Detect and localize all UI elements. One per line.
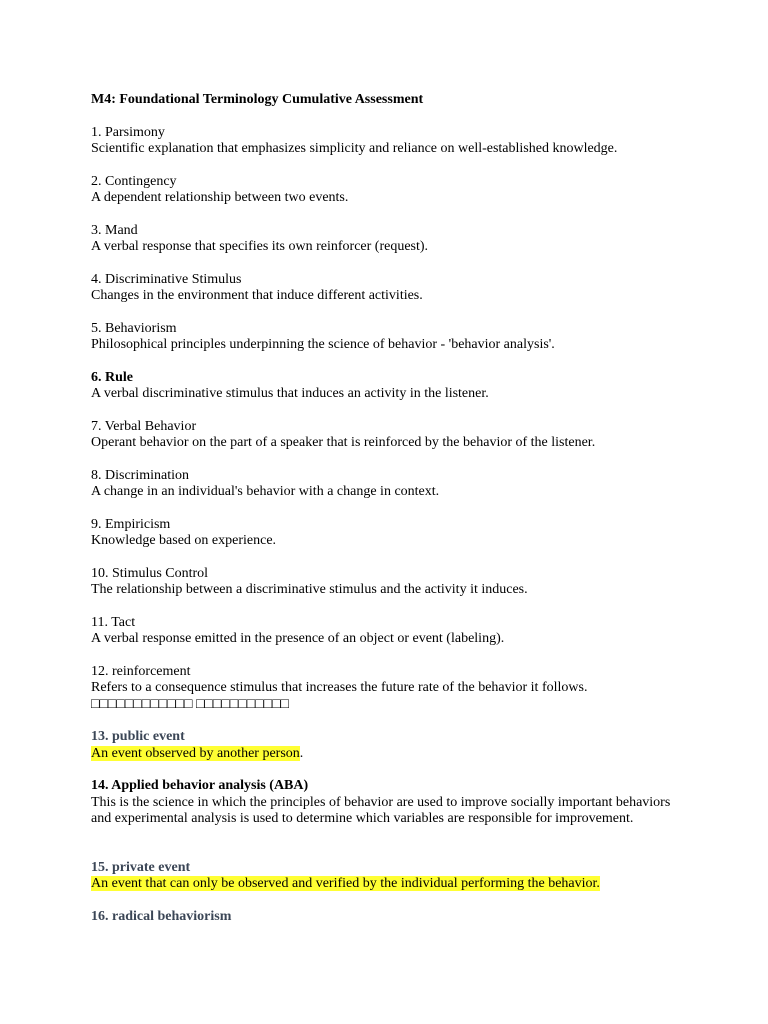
- term-definition: Refers to a consequence stimulus that increases the future rate of the behavior it follows. □□□□□□□□□□□□ □□□□□□□□□□□: [91, 680, 588, 712]
- term-heading: 14. Applied behavior analysis (ABA): [91, 778, 309, 793]
- term-heading: 8. Discrimination: [91, 467, 189, 483]
- term-heading: 15. private event: [91, 859, 191, 875]
- term-heading: 10. Stimulus Control: [91, 565, 209, 581]
- term-entry: [91, 664, 691, 714]
- term-definition: Scientific explanation that emphasizes simplicity and reliance on well-established knowledge.: [91, 141, 618, 156]
- term-heading: 6. Rule: [91, 369, 133, 385]
- term-heading: 9. Empiricism: [91, 516, 171, 532]
- term-entry: [91, 419, 691, 452]
- term-definition: A change in an individual's behavior with a change in context.: [91, 484, 440, 499]
- term-heading: 4. Discriminative Stimulus: [91, 271, 242, 287]
- term-entry: [91, 174, 691, 207]
- term-entry: [91, 860, 691, 893]
- term-entry: [91, 729, 691, 762]
- term-definition: Knowledge based on experience.: [91, 533, 277, 548]
- term-entry: [91, 566, 691, 599]
- term-entry: [91, 517, 691, 550]
- term-definition: A dependent relationship between two events.: [91, 190, 349, 205]
- term-definition: This is the science in which the principles of behavior are used to improve socially important behaviors and experimental analysis is used to determine which variables are responsible for improvement.: [91, 794, 671, 826]
- term-entry: [91, 909, 691, 926]
- term-heading: 5. Behaviorism: [91, 320, 177, 336]
- term-definition: A verbal discriminative stimulus that induces an activity in the listener.: [91, 386, 489, 401]
- definition-period: .: [299, 745, 304, 761]
- highlighted-definition: An event that can only be observed and verified by the individual performing the behavior.: [91, 876, 600, 891]
- term-entry: [91, 272, 691, 305]
- term-heading: 12. reinforcement: [91, 663, 191, 679]
- term-heading: 11. Tact: [91, 614, 136, 630]
- term-definition: The relationship between a discriminative stimulus and the activity it induces.: [91, 582, 528, 597]
- term-entry: [91, 778, 691, 828]
- term-entry: [91, 468, 691, 501]
- term-heading: 3. Mand: [91, 222, 138, 238]
- term-definition: Philosophical principles underpinning the science of behavior - 'behavior analysis'.: [91, 337, 555, 352]
- term-entry: [91, 370, 691, 403]
- highlighted-definition: An event observed by another person: [91, 745, 300, 761]
- term-definition: A verbal response emitted in the presence of an object or event (labeling).: [91, 631, 505, 646]
- term-entry: [91, 321, 691, 354]
- term-entry: [91, 223, 691, 256]
- term-heading: 7. Verbal Behavior: [91, 418, 197, 434]
- term-heading: 13. public event: [91, 729, 185, 744]
- term-heading: 1. Parsimony: [91, 124, 165, 140]
- term-definition: Operant behavior on the part of a speaker that is reinforced by the behavior of the listener.: [91, 435, 596, 450]
- term-definition: A verbal response that specifies its own reinforcer (request).: [91, 239, 429, 254]
- document-body: [91, 92, 691, 941]
- term-entry: [91, 615, 691, 648]
- term-entry: [91, 125, 691, 158]
- document-title: M4: Foundational Terminology Cumulative Assessment: [91, 92, 424, 107]
- term-definition: Changes in the environment that induce different activities.: [91, 288, 423, 303]
- term-definition: [91, 876, 691, 893]
- term-heading: 16. radical behaviorism: [91, 908, 232, 924]
- term-definition: [91, 746, 691, 763]
- term-heading: 2. Contingency: [91, 173, 177, 189]
